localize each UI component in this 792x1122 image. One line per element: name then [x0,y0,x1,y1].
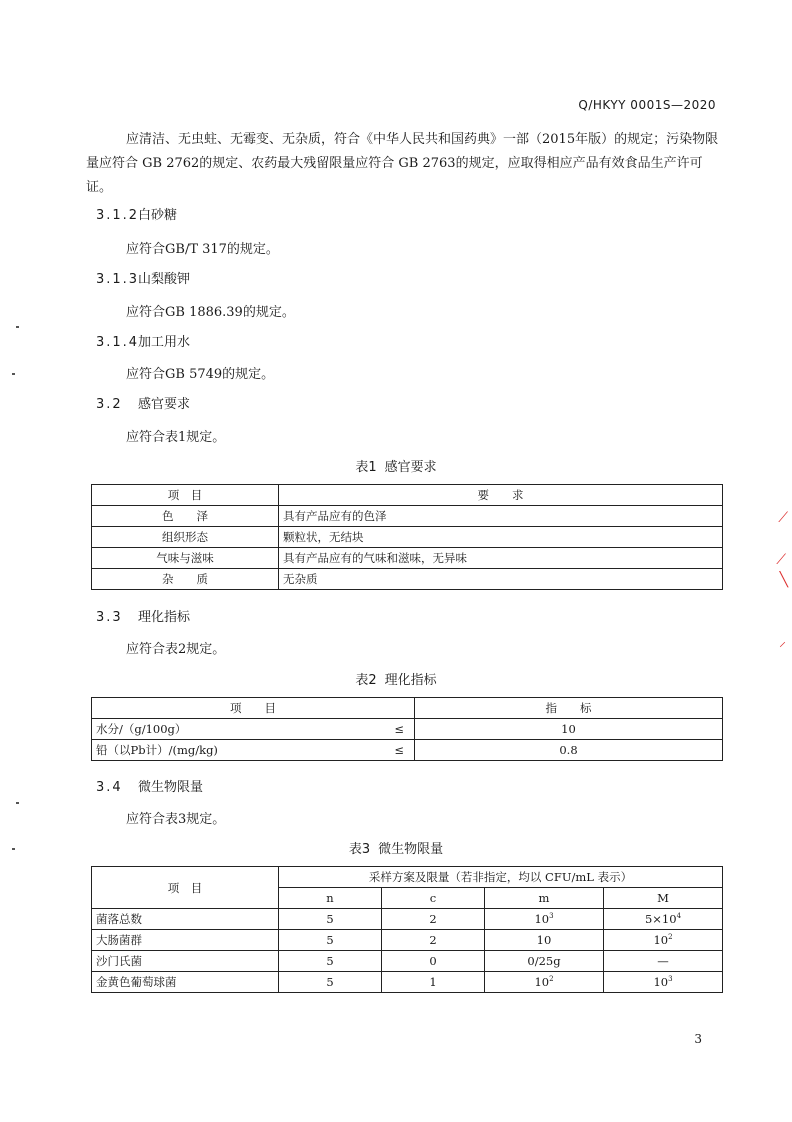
table-row [92,569,723,590]
value-exponent: 3 [668,975,673,984]
binding-dot [12,848,15,850]
table-cell: 气味与滋味 [92,548,279,569]
value-base: 5×10 [644,912,677,926]
table-row [92,506,723,527]
value-base: 10 [653,975,669,989]
table-cell: 无杂质 [279,569,723,590]
table-cell: 组织形态 [92,527,279,548]
table-cell: ≤ [370,719,415,740]
section-title: 山梨酸钾 [138,272,191,287]
section-number: 3.4 [96,780,123,795]
table-row [92,972,723,993]
binding-dot [12,373,15,375]
table-cell: 杂 质 [92,569,279,590]
value-exponent: 2 [668,933,673,942]
table2-caption [0,669,792,688]
table-cell: 色 泽 [92,506,279,527]
table-header: 项 目 [92,485,279,506]
table-row [92,909,723,930]
table-cell: 具有产品应有的气味和滋味，无异味 [279,548,723,569]
section-title: 白砂糖 [138,208,178,223]
table-title: 感官要求 [384,460,437,475]
table-cell: 沙门氏菌 [92,951,279,972]
stamp-edge-mark: ⸝ [779,634,786,650]
table-header: 要 求 [279,485,723,506]
table-header-row [92,867,723,888]
section-body: 应符合表3规定。 [126,812,226,827]
page-number: 3 [694,1032,702,1046]
table-cell: 0.8 [415,740,723,761]
document-code: Q/HKYY 0001S—2020 [578,98,716,112]
table-cell: 5 [279,951,382,972]
table2 [91,697,723,761]
table-cell [604,930,723,951]
table-row [92,548,723,569]
section-number: 3.3 [96,610,123,625]
table-label: 表3 [348,842,371,857]
stamp-edge-mark: ⟋ [778,510,788,526]
table-row [92,951,723,972]
table-cell: 2 [382,909,485,930]
table-cell: 菌落总数 [92,909,279,930]
section-heading [96,204,177,223]
value-base: 0/25g [527,954,561,968]
section-title: 加工用水 [138,335,191,350]
table-cell: 5 [279,909,382,930]
section-body: 应符合GB/T 317的规定。 [126,242,279,257]
table-header: 采样方案及限量（若非指定，均以 CFU/mL 表示） [279,867,723,888]
table-cell [604,972,723,993]
section-number: 3.2 [96,397,123,412]
table-label: 表2 [355,673,377,688]
table3-caption [0,838,792,857]
table-cell [604,951,723,972]
table-cell: 0 [382,951,485,972]
section-body: 应符合表2规定。 [126,642,226,657]
value-base: 10 [653,933,669,947]
section-title: 微生物限量 [138,780,204,795]
table-cell [485,951,604,972]
section-heading [96,268,190,287]
section-number: 3.1.2 [96,208,140,223]
table-header: 项 目 [92,867,279,909]
table-label: 表1 [355,460,377,475]
section-heading [96,331,190,350]
section-body: 应符合GB 1886.39的规定。 [126,305,295,320]
section-title: 感官要求 [138,397,191,412]
table-cell [604,909,723,930]
binding-dot [16,326,19,328]
table-cell: 10 [415,719,723,740]
table-header: M [604,888,723,909]
table-cell [485,972,604,993]
value-base: 10 [534,912,550,926]
table-cell: 水分/（g/100g） [92,719,371,740]
section-number: 3.1.4 [96,335,140,350]
table-header-row [92,485,723,506]
table-header: 指 标 [415,698,723,719]
binding-dot [16,802,19,804]
table3 [91,866,723,993]
table-header: n [279,888,382,909]
table1-caption [0,456,792,475]
section-title: 理化指标 [138,610,191,625]
section-body: 应符合表1规定。 [126,430,226,445]
table-title: 微生物限量 [378,842,444,857]
section-heading [96,606,190,625]
table-row [92,930,723,951]
table-cell: 金黄色葡萄球菌 [92,972,279,993]
table-cell [485,930,604,951]
table-cell: 具有产品应有的色泽 [279,506,723,527]
value-base: 10 [536,933,552,947]
section-heading [96,776,203,795]
table1 [91,484,723,590]
value-exponent: 3 [549,912,554,921]
table-header-row [92,698,723,719]
section-heading [96,393,190,412]
table-row [92,719,723,740]
table-title: 理化指标 [384,673,437,688]
table-row [92,527,723,548]
table-cell: 5 [279,972,382,993]
stamp-edge-mark: ⟋ [776,552,786,568]
table-cell: 2 [382,930,485,951]
table-cell: 颗粒状，无结块 [279,527,723,548]
section-number: 3.1.3 [96,272,140,287]
table-row [92,740,723,761]
value-exponent: 2 [549,975,554,984]
intro-paragraph: 应清洁、无虫蛀、无霉变、无杂质，符合《中华人民共和国药典》一部（2015年版）的规定；污染物限量应符合 GB 2762的规定、农药最大残留限量应符合 GB 2763的规定，应取得相应产品有效食品生产许可证。 [86,132,719,195]
table-cell: 铅（以Pb计）/(mg/kg) [92,740,371,761]
table-header: m [485,888,604,909]
stamp-edge-mark: ╲ [779,572,788,588]
table-header: 项 目 [92,698,415,719]
value-base: — [657,954,669,968]
table-cell: 大肠菌群 [92,930,279,951]
section-body: 应符合GB 5749的规定。 [126,367,275,382]
value-exponent: 4 [676,912,682,921]
table-cell [485,909,604,930]
table-cell: ≤ [370,740,415,761]
table-cell: 5 [279,930,382,951]
value-base: 10 [534,975,550,989]
table-cell: 1 [382,972,485,993]
table-header: c [382,888,485,909]
